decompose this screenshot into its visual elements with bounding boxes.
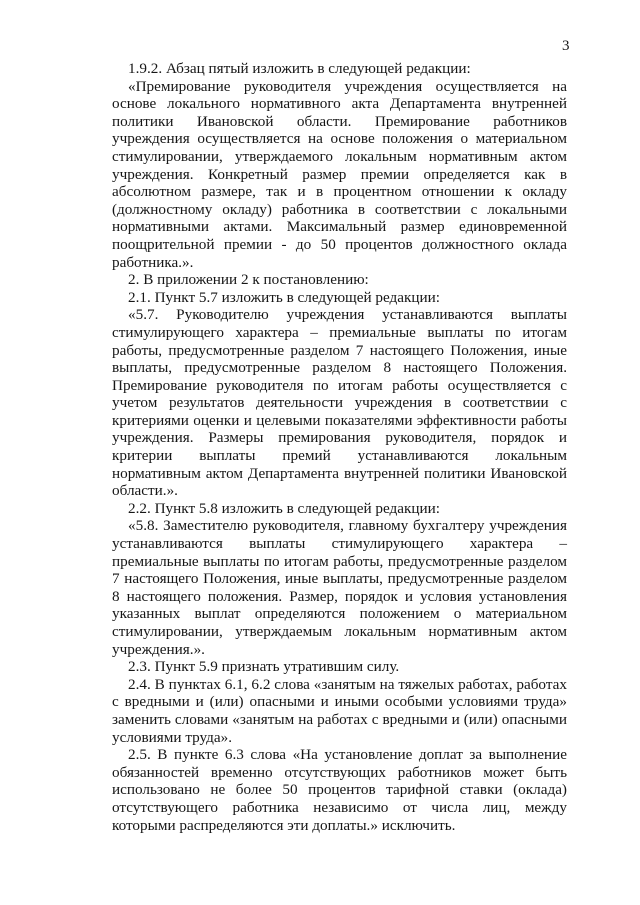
paragraph-2-2-heading: 2.2. Пункт 5.8 изложить в следующей редакции: (128, 499, 441, 517)
paragraph-2-4: 2.4. В пунктах 6.1, 6.2 слова «занятым на тяжелых работах, работах с вредными и (или) опасными и иными особыми условиями труда» заменить словами «занятым на работах с вредными и (или) опасными условиями труда». (112, 675, 567, 746)
page-number: 3 (562, 38, 570, 54)
paragraph-2-5: 2.5. В пункте 6.3 слова «На установление доплат за выполнение обязанностей временно отсутствующих работников может быть использовано не более 50 процентов тарифной ставки (оклада) отсутствующего работника независимо от числа лиц, между которыми распределяются эти доплаты.» исключить. (112, 746, 567, 834)
paragraph-premium-head-text: «Премирование руководителя учреждения осуществляется на основе локального нормативного акта Департамента внутренней политики Ивановской области. Премирование работников учреждения осуществляется на основе положения о материальном стимулировании, утверждаемого локальным нормативным актом учреждения. Конкретный размер премии определяется как в абсолютном размере, так и в процентном отношении к окладу (должностному окладу) работника в соответствии с локальными нормативными актами. Максимальный размер единовременной поощрительной премии - до 50 процентов должностного оклада работника.». (112, 77, 567, 271)
paragraph-2-3: 2.3. Пункт 5.9 признать утратившим силу. (128, 658, 400, 676)
paragraph-5-8-text: «5.8. Заместителю руководителя, главному бухгалтеру учреждения устанавливаются выплаты стимулирующего характера – премиальные выплаты по итогам работы, предусмотренные разделом 7 настоящего Положения, иные выплаты, предусмотренные разделом 8 настоящего положения. Размер, порядок и условия установления указанных выплат определяются положением о материальном стимулировании, утверждаемым локальным нормативным актом учреждения.». (112, 517, 567, 658)
document-body (112, 60, 567, 834)
paragraph-2-1-heading: 2.1. Пункт 5.7 изложить в следующей редакции: (128, 288, 441, 306)
paragraph-appendix-2-heading: 2. В приложении 2 к постановлению: (128, 271, 369, 289)
paragraph-1-9-2-heading: 1.9.2. Абзац пятый изложить в следующей редакции: (128, 60, 471, 77)
paragraph-5-7-text: «5.7. Руководителю учреждения устанавливаются выплаты стимулирующего характера – премиальные выплаты по итогам работы, предусмотренные разделом 7 настоящего Положения, иные выплаты, предусмотренные разделом 8 настоящего Положения. Премирование руководителя по итогам работы осуществляется с учетом результатов деятельности учреждения в соответствии с критериями оценки и целевыми показателями эффективности работы учреждения. Размеры премирования руководителя, порядок и критерии выплаты премий устанавливаются локальным нормативным актом Департамента внутренней политики Ивановской области.». (112, 306, 567, 500)
